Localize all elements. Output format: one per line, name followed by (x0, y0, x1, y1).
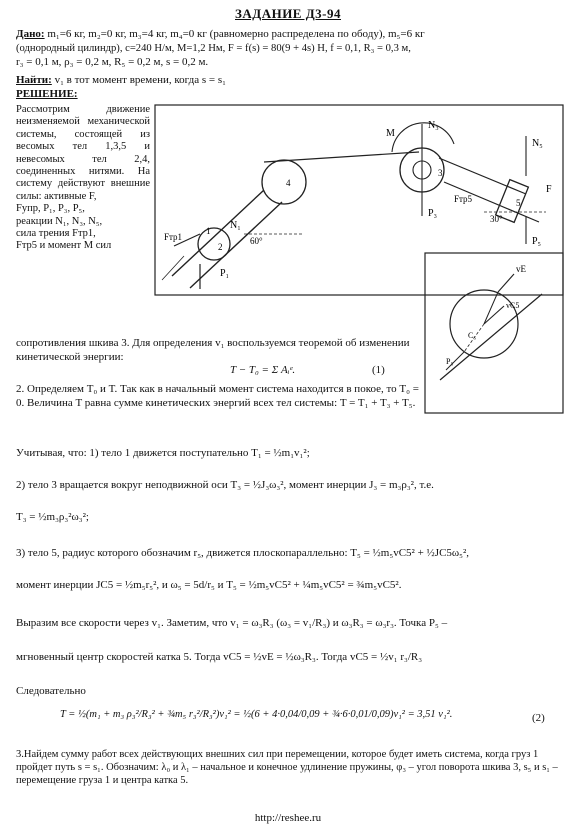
solution-label: РЕШЕНИЕ: (16, 88, 78, 100)
equation-1-number: (1) (372, 364, 385, 376)
label-moment-m: M (386, 128, 395, 139)
label-ftr1: Fтр1 (164, 232, 183, 242)
para-1: сопротивления шкива 3. Для определения v₁ воспользуемся теоремой об изменении кинетической энергии: (16, 337, 410, 363)
given-line-2: (однородный цилиндр), c=240 Н/м, M=1,2 Нм, F = f(s) = 80(9 + 4s) Н, f = 0,1, R₃ = 0,3 м, (16, 43, 411, 54)
para-10: 3.Найдем сумму работ всех действующих внешних сил при перемещении, которое будет иметь система, когда груз 1 пройдет путь s = s₁. Обозначим: λ₀ и λ₁ – начальное и конечное удлинение пружины, φ₃ – угол поворота шкива 3, s₅ и s₁ – перемещение груза 1 и центра катка 5. (16, 749, 558, 786)
label-body-1: 1 (206, 226, 211, 236)
label-n5: N₅ (532, 138, 543, 149)
label-n1: N₁ (230, 220, 241, 231)
label-angle-30: 30° (490, 214, 503, 224)
para-7: Выразим все скорости через v₁. Заметим, что v₁ = ω₃R₃ (ω₃ = v₁/R₃) и ω₃R₃ = ω₃r₃. Точка P₅ – (16, 617, 448, 629)
label-angle-60: 60° (250, 236, 263, 246)
label-body-5: 5 (516, 198, 521, 208)
para-4b: T₃ = ½m₃ρ₃²ω₃²; (16, 511, 89, 523)
label-vc5: vC5 (506, 301, 520, 310)
para-6: момент инерции JC5 = ½m₅r₅², и ω₅ = 5d/r₅ и T₅ = ½m₅vC5² + ¼m₅vC5² = ¾m₅vC5². (16, 579, 402, 591)
equation-1: T − T₀ = Σ Aᵢᵉ. (230, 364, 296, 376)
label-force-f: F (546, 184, 552, 195)
para-3: Учитывая, что: 1) тело 1 движется поступательно T₁ = ½m₁v₁²; (16, 447, 310, 459)
left-column-text: Рассмотрим движение неизменяемой механической системы, состоящей из весомых тел 1,3,5 и невесомых тел 2,4, соединенных нитями. На систему действуют внешние силы: активные F, Fупр, P₁, P₃, P₅, реакции N₁, N₃, N₅, сила трения Fтр1, Fтр5 и момент M сил (16, 104, 150, 252)
footer-url: http://reshee.ru (254, 812, 322, 824)
roller-2 (198, 228, 230, 260)
label-ve: vE (516, 264, 526, 274)
equation-2: T = ½(m₁ + m₃ ρ₃²/R₃² + ¾m₅ r₃²/R₃²)v₁² = ½(6 + 4·0,04/0,09 + ¾·6·0,01/0,09)v₁² = 3,51 v₁². (60, 709, 453, 720)
equation-2-number: (2) (532, 712, 545, 724)
para-9: Следовательно (16, 685, 86, 697)
find-line: Найти: v₁ в тот момент времени, когда s = s₁ (16, 74, 226, 86)
para-8: мгновенный центр скоростей катка 5. Тогда vC5 = ½vE = ½ω₃R₃. Тогда vC5 = ½v₁ r₃/R₃ (16, 651, 423, 663)
label-body-3: 3 (438, 168, 443, 178)
roller-velocity-figure (424, 252, 564, 414)
label-n3: N₃ (428, 120, 439, 131)
page-title: ЗАДАНИЕ Д3-94 (235, 6, 341, 21)
para-2: 2. Определяем T₀ и T. Так как в начальный момент система находится в покое, то T₀ = 0. Величина T равна сумме кинетических энергий всех тел системы: T = T₁ + T₃ + T₅. (16, 383, 419, 409)
para-4: 2) тело 3 вращается вокруг неподвижной оси T₃ = ½J₃ω₃², момент инерции J₃ = m₃ρ₃², т.е. (16, 479, 434, 491)
label-body-4: 4 (286, 178, 291, 188)
pulley-4 (262, 160, 306, 204)
label-body-2: 2 (218, 242, 223, 252)
given-line-1: Дано: m₁=6 кг, m₂=0 кг, m₃=4 кг, m₄=0 кг (равномерно распределена по ободу), m₅=6 кг (16, 28, 425, 40)
label-c5: C₅ (468, 331, 477, 340)
label-p5-point: P₅ (446, 357, 454, 366)
label-p3: P₃ (428, 208, 438, 219)
given-line-3: r₃ = 0,1 м, ρ₃ = 0,2 м, R₅ = 0,2 м, s = 0,2 м. (16, 56, 209, 68)
label-p1: P₁ (220, 268, 230, 279)
para-5: 3) тело 5, радиус которого обозначим r₅, движется плоскопараллельно: T₅ = ½m₅vC5² + ½JC5ω₅², (16, 547, 470, 559)
label-ftr5: Fтр5 (454, 194, 473, 204)
label-p5: P₅ (532, 236, 542, 247)
